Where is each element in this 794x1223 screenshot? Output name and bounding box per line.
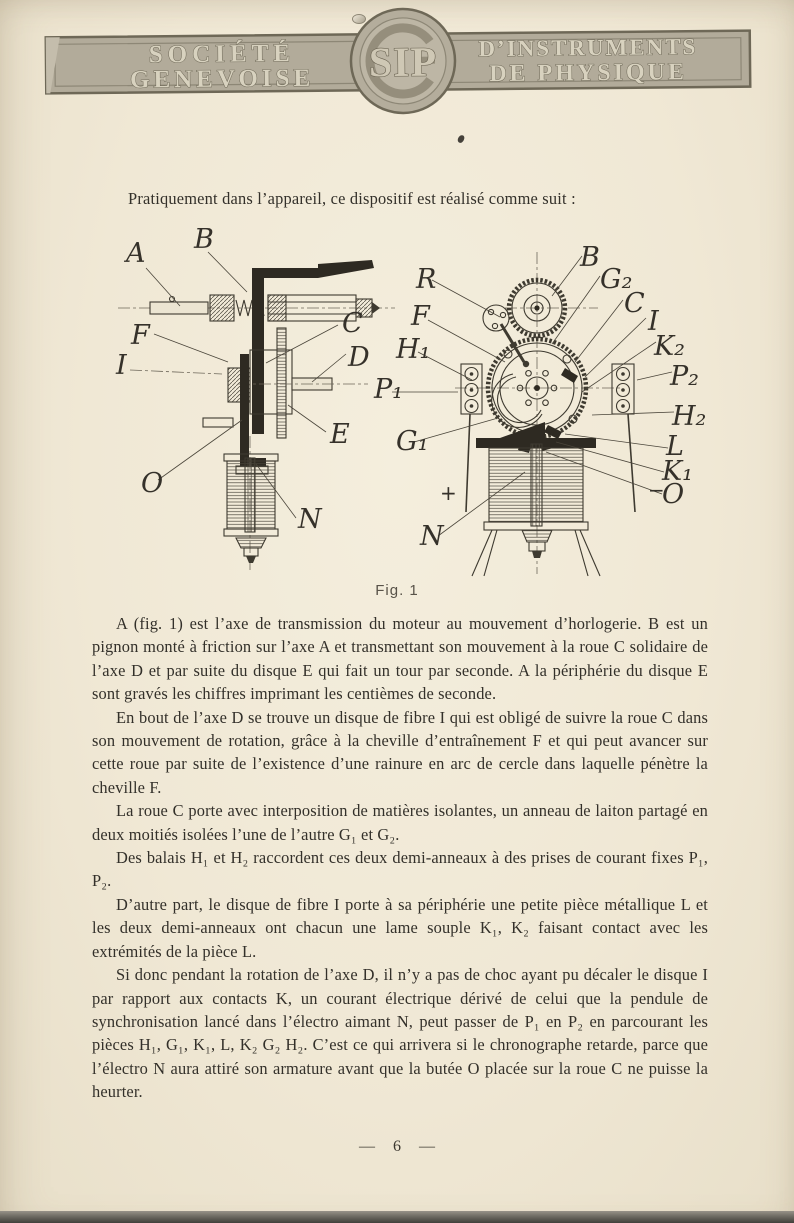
fig-right-label-N: N xyxy=(420,521,444,552)
fig-right-label-P1: P₁ xyxy=(374,374,403,405)
paragraph-1: A (fig. 1) est l’axe de transmission du moteur au mouvement d’horlogerie. B est un pignon monté à friction sur l’axe A et transmettant son mouvement à la roue C solidaire de l’axe D et par suite du disque E qui fait un tour par seconde. A la périphérie du disque E sont gravés les chiffres imprimant les centièmes de seconde. xyxy=(92,614,708,704)
minus-terminal-sign: − xyxy=(648,478,665,502)
fig-left-label-E: E xyxy=(330,419,350,450)
fig-right-label-I: I xyxy=(648,306,659,337)
fig-right-label-G1: G₁ xyxy=(396,426,429,457)
paragraph-3: La roue C porte avec interposition de matières isolantes, un anneau de laiton partagé en deux moitiés isolées l’une de l’autre G₁ et G₂. xyxy=(92,801,708,844)
figure-caption: Fig. 1 xyxy=(375,582,419,599)
fig-right-label-P2: P₂ xyxy=(670,361,699,392)
fig-left-label-N: N xyxy=(298,504,322,535)
paragraph-2: En bout de l’axe D se trouve un disque de fibre I qui est obligé de suivre la roue C dans son mouvement de rotation, grâce à la cheville d’entraînement F et qui peut avancer sur cette roue par suite de l’existence d’une rainure en arc de cercle dans laquelle pénètre la cheville F. xyxy=(92,707,708,797)
company-banner xyxy=(0,0,794,130)
fig-right-label-K1: K₁ xyxy=(662,456,693,487)
intro-sentence: Pratiquement dans l’appareil, ce dispositif est réalisé comme suit : xyxy=(128,189,576,208)
fig-right-label-R: R xyxy=(416,264,437,295)
paragraph-6: Si donc pendant la rotation de l’axe D, il n’y a pas de choc ayant pu décaler le disque I par rapport aux contacts K, un courant électrique dérivé de celui que la pendule de synchronisation lancé dans l’électro aimant N, peut passer de P₁ en P₂ en parcourant les pièces H₁, G₁, K₁, L, K₂ G₂ H₂. C’est ce qui arrivera si le chronographe retarde, parce que l’électro N aura attiré son armature avant que la butée O placée sur la roue C ne puisse la heurter. xyxy=(92,965,708,1102)
ink-speck xyxy=(457,134,465,143)
figure-1-illustration xyxy=(0,222,794,580)
fig-right-label-L: L xyxy=(666,431,684,462)
fig-left-label-I: I xyxy=(116,350,127,381)
body-text xyxy=(92,612,708,1104)
fig-left-label-B: B xyxy=(194,224,214,255)
page-number: — 6 — xyxy=(359,1138,435,1155)
scan-bottom-edge xyxy=(0,1211,794,1223)
fig-right-label-F: F xyxy=(411,301,430,332)
fig-right-label-K2: K₂ xyxy=(654,331,685,362)
fig-right-label-H1: H₁ xyxy=(396,334,431,365)
plus-terminal-sign: + xyxy=(440,481,457,505)
banner-societe: SOCIÉTÉ xyxy=(148,39,296,69)
banner-dinstruments: D’INSTRUMENTS xyxy=(478,34,698,62)
fig-left-label-D: D xyxy=(348,342,370,373)
fig-right-label-C: C xyxy=(624,288,645,319)
fig-right-label-G2: G₂ xyxy=(600,264,633,295)
paragraph-4: Des balais H₁ et H₂ raccordent ces deux demi-anneaux à des prises de courant fixes P₁, P₂. xyxy=(92,848,708,891)
figure-right-front-view xyxy=(373,242,706,576)
sip-monogram: SIP xyxy=(368,39,438,87)
fig-right-label-H2: H₂ xyxy=(672,401,707,432)
fig-right-label-O: O xyxy=(662,479,685,510)
paragraph-5: D’autre part, le disque de fibre I porte à sa périphérie une petite pièce métallique L et les deux demi-anneaux ont chacun une lame souple K₁, K₂ faisant contact avec les extrémités de la pièce L. xyxy=(92,894,708,961)
figure-left-section-view xyxy=(115,224,395,570)
banner-de-physique: DE PHYSIQUE xyxy=(489,59,688,88)
fig-left-label-O: O xyxy=(141,468,164,499)
fig-left-label-C: C xyxy=(342,308,363,339)
fig-left-label-A: A xyxy=(126,238,146,269)
banner-genevoise: GENEVOISE xyxy=(129,64,315,94)
fig-left-label-F: F xyxy=(131,320,150,351)
fig-right-label-B: B xyxy=(580,242,600,273)
